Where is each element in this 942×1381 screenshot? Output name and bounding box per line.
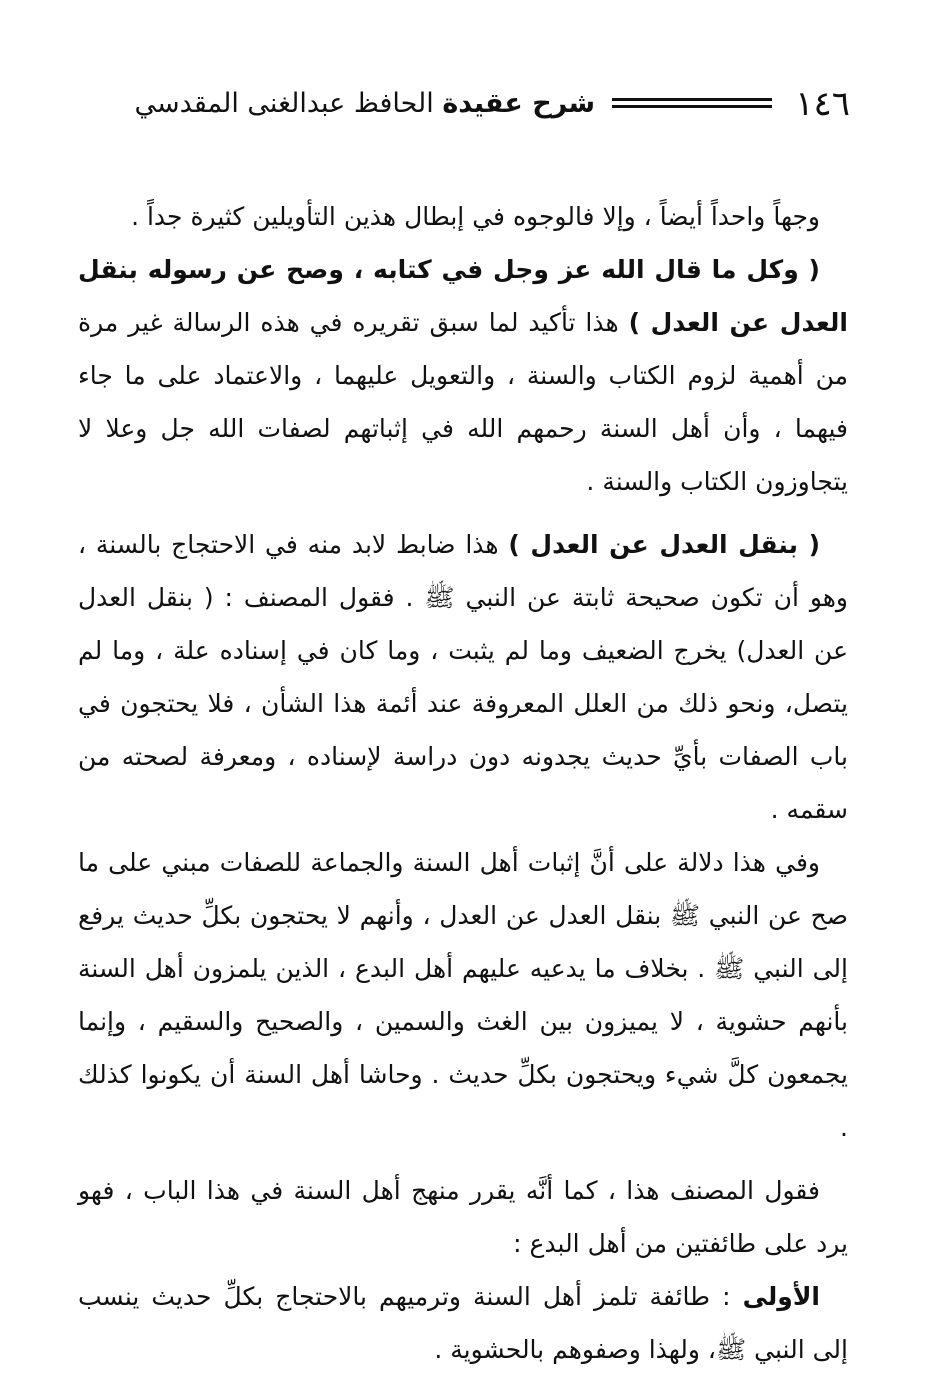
running-title	[135, 86, 595, 122]
paragraph-5: فقول المصنف هذا ، كما أنَّه يقرر منهج أهل السنة في هذا الباب ، فهو يرد على طائفتين من أهل البدع :	[78, 1176, 848, 1258]
page-header	[70, 78, 850, 128]
first-group-text: : طائفة تلمز أهل السنة وترميهم بالاحتجاج بكلِّ حديث ينسب إلى النبي ﷺ، ولهذا وصفوهم بالحشوية .	[78, 1282, 848, 1364]
paragraph-3	[78, 518, 848, 836]
paragraph-4: وفي هذا دلالة على أنَّ إثبات أهل السنة والجماعة للصفات مبني على ما صح عن النبي ﷺ بنقل العدل عن العدل ، وأنهم لا يحتجون بكلِّ حديث يرفع إلى النبي ﷺ . بخلاف ما يدعيه عليهم أهل البدع ، الذين يلمزون أهل السنة بأنهم حشوية ، لا يميزون بين الغث والسمين ، والصحيح والسقيم ، وإنما يجمعون كلَّ شيء ويحتجون بكلِّ حديث . وحاشا أهل السنة أن يكونوا كذلك .	[78, 848, 848, 1142]
paragraph-1: وجهاً واحداً أيضاً ، وإلا فالوجوه في إبطال هذين التأويلين كثيرة جداً .	[131, 202, 820, 231]
running-title-rest: الحافظ عبدالغنى المقدسي	[134, 88, 434, 119]
quoted-text-2: ( بنقل العدل عن العدل )	[508, 530, 821, 559]
quoted-text-1: ( وكل ما قال الله عز وجل في كتابه ، وصح عن رسوله بنقل العدل عن العدل )	[78, 255, 848, 337]
header-double-rule	[612, 98, 772, 108]
page-number: ١٤٦	[795, 84, 850, 124]
commentary-1: هذا تأكيد لما سبق تقريره في هذه الرسالة غير مرة من أهمية لزوم الكتاب والسنة ، والتعويل عليهما ، والاعتماد على ما جاء فيهما ، وأن أهل السنة رحمهم الله في إثباتهم لصفات الله جل وعلا لا يتجاوزون الكتاب والسنة .	[78, 308, 848, 496]
paragraph-2	[78, 243, 848, 508]
paragraph-6	[78, 1270, 848, 1376]
running-title-bold: شرح عقيدة	[442, 88, 595, 119]
commentary-2: هذا ضابط لابد منه في الاحتجاج بالسنة ، وهو أن تكون صحيحة ثابتة عن النبي ﷺ . فقول المصنف : ( بنقل العدل عن العدل) يخرج الضعيف وما لم يثبت ، وما كان في إسناده علة ، وما لم يتصل، ونحو ذلك من العلل المعروفة عند أئمة هذا الشأن ، فلا يحتجون في باب الصفات بأيِّ حديث يجدونه دون دراسة لإسناده ، ومعرفة لصحته من سقمه .	[78, 530, 848, 824]
first-group-label: الأولى	[742, 1282, 820, 1311]
main-text	[78, 190, 848, 1376]
